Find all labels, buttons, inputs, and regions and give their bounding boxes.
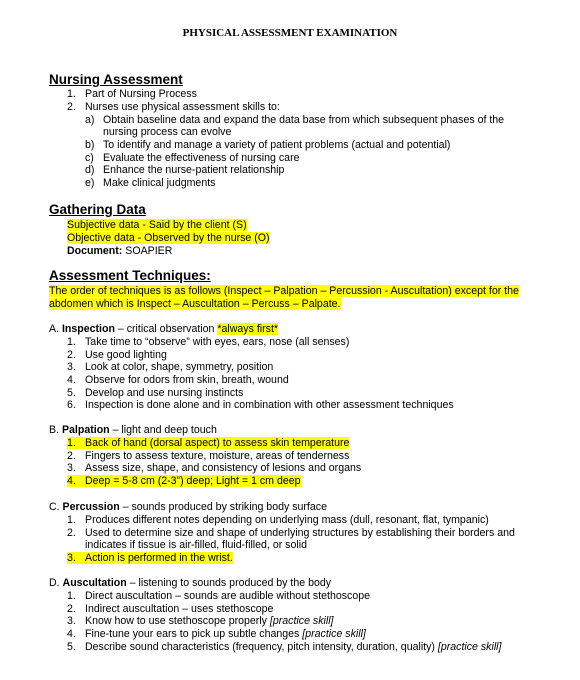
list-item: 2. Used to determine size and shape of underlying structures by establishing their borders and bbox=[67, 527, 515, 539]
list-item: 2. Nurses use physical assessment skills to: bbox=[67, 101, 280, 113]
list-item: 1. Back of hand (dorsal aspect) to assess skin temperature bbox=[67, 437, 350, 449]
auscultation-heading: D. Auscultation – listening to sounds produced by the body bbox=[49, 577, 332, 589]
sub-list-item: b) To identify and manage a variety of patient problems (actual and potential) bbox=[85, 139, 451, 151]
list-item: 3. Know how to use stethoscope properly [practice skill] bbox=[67, 615, 334, 627]
inspection-heading: A. Inspection – critical observation *always first* bbox=[49, 323, 279, 335]
sub-list-item: d) Enhance the nurse-patient relationship bbox=[85, 164, 285, 176]
palpation-heading: B. Palpation – light and deep touch bbox=[49, 424, 217, 436]
section-heading-gathering: Gathering Data bbox=[49, 202, 146, 217]
list-item: 1. Take time to “observe” with eyes, ears, nose (all senses) bbox=[67, 336, 350, 348]
list-item: 5. Describe sound characteristics (frequency, pitch intensity, duration, quality) [practice skill] bbox=[67, 641, 502, 653]
list-item: 4. Deep = 5-8 cm (2-3”) deep; Light = 1 cm deep bbox=[67, 475, 301, 487]
list-item: 6. Inspection is done alone and in combination with other assessment techniques bbox=[67, 399, 454, 411]
subjective-data: Subjective data - Said by the client (S) bbox=[67, 219, 247, 231]
list-item: 1. Direct auscultation – sounds are audible without stethoscope bbox=[67, 590, 371, 602]
list-item: 5. Develop and use nursing instincts bbox=[67, 387, 244, 399]
section-heading-techniques: Assessment Techniques: bbox=[49, 268, 211, 283]
list-item-continuation: indicates if tissue is air-filled, fluid-filled, or solid bbox=[85, 539, 307, 551]
list-item: 4. Observe for odors from skin, breath, wound bbox=[67, 374, 289, 386]
list-item: 2. Use good lighting bbox=[67, 349, 167, 361]
techniques-intro: abdomen which is Inspect – Auscultation – Percuss – Palpate. bbox=[49, 298, 341, 310]
document-title: PHYSICAL ASSESSMENT EXAMINATION bbox=[182, 27, 398, 39]
list-item: 4. Fine-tune your ears to pick up subtle changes [practice skill] bbox=[67, 628, 366, 640]
list-item: 2. Indirect auscultation – uses stethoscope bbox=[67, 603, 274, 615]
sub-list-item: c) Evaluate the effectiveness of nursing care bbox=[85, 152, 300, 164]
list-item: 2. Fingers to assess texture, moisture, areas of tenderness bbox=[67, 450, 350, 462]
techniques-intro: The order of techniques is as follows (Inspect – Palpation – Percussion - Auscultation) except for the bbox=[49, 285, 519, 297]
sub-list-item: nursing process can evolve bbox=[103, 126, 232, 138]
list-item: 3. Action is performed in the wrist. bbox=[67, 552, 233, 564]
sub-list-item: e) Make clinical judgments bbox=[85, 177, 216, 189]
list-item: 1. Produces different notes depending on underlying mass (dull, resonant, flat, tympanic) bbox=[67, 514, 489, 526]
document-line: Document: SOAPIER bbox=[67, 245, 173, 257]
section-heading-nursing: Nursing Assessment bbox=[49, 72, 183, 87]
list-item: 3. Look at color, shape, symmetry, position bbox=[67, 361, 274, 373]
percussion-heading: C. Percussion – sounds produced by striking body surface bbox=[49, 501, 327, 513]
list-item: 1. Part of Nursing Process bbox=[67, 88, 197, 100]
list-item: 3. Assess size, shape, and consistency of lesions and organs bbox=[67, 462, 362, 474]
sub-list-item: a) Obtain baseline data and expand the data base from which subsequent phases of the bbox=[85, 114, 505, 126]
objective-data: Objective data - Observed by the nurse (O) bbox=[67, 232, 270, 244]
